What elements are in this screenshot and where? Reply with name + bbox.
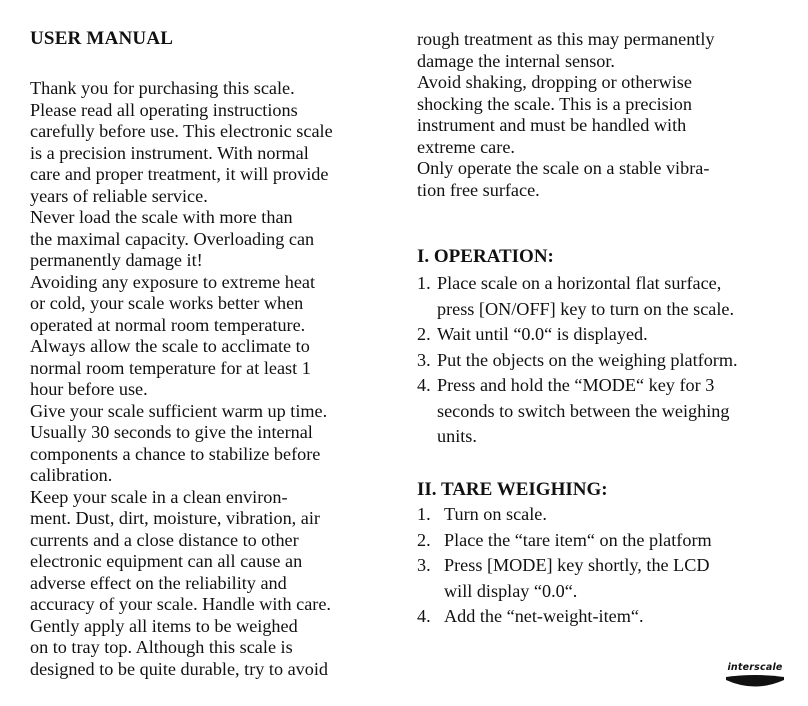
list-item [417, 271, 801, 322]
list-item [417, 604, 801, 630]
temperature-paragraph: Avoiding any exposure to extreme heat or cold, your scale works better when operated at normal room temperature. [30, 271, 316, 335]
list-item [417, 502, 801, 528]
tare-weighing-heading: II. TARE WEIGHING: [417, 479, 608, 500]
logo-swoosh-icon [722, 660, 788, 692]
list-text: Press [MODE] key shortly, the LCD will display “0.0“. [444, 555, 710, 601]
list-text: Place scale on a horizontal flat surface, press [ON/OFF] key to turn on the scale. [437, 273, 735, 319]
right-column-text [417, 29, 797, 201]
page-title: USER MANUAL [30, 28, 174, 49]
stable-surface-paragraph: Only operate the scale on a stable vibra- tion free surface. [417, 158, 710, 200]
warmup-paragraph: Give your scale sufficient warm up time. Usually 30 seconds to give the internal components a chance to stabilize before calibration. [30, 400, 328, 485]
list-number: 4. [417, 606, 431, 626]
list-number: 3. [417, 555, 431, 575]
list-item [417, 348, 801, 374]
left-column-text [30, 78, 402, 680]
list-text: Turn on scale. [444, 504, 547, 524]
list-text: Put the objects on the weighing platform. [437, 349, 738, 370]
interscale-logo [722, 660, 788, 692]
acclimate-paragraph: Always allow the scale to acclimate to normal room temperature for at least 1 hour before use. [30, 336, 311, 399]
list-number: 2. [417, 529, 431, 550]
list-number: 3. [417, 349, 431, 370]
rough-treatment-paragraph: rough treatment as this may permanently damage the internal sensor. [417, 29, 715, 71]
list-item [417, 528, 801, 554]
list-number: 2. [417, 324, 431, 344]
list-number: 1. [417, 504, 431, 524]
list-text: Press and hold the “MODE“ key for 3 seconds to switch between the weighing units. [437, 375, 730, 446]
tare-list [417, 502, 801, 630]
list-text: Wait until “0.0“ is displayed. [437, 324, 648, 344]
capacity-paragraph: Never load the scale with more than the maximal capacity. Overloading can permanently damage it! [30, 207, 315, 270]
list-item [417, 553, 801, 604]
list-number: 4. [417, 375, 431, 395]
list-text: Place the “tare item“ on the platform [444, 529, 712, 550]
intro-paragraph: Thank you for purchasing this scale. Please read all operating instructions carefully before use. This electronic scale is a precision instrument. With normal care and proper treatment, it will provide years of reliable service. [30, 78, 333, 206]
apply-items-paragraph: Gently apply all items to be weighed on to tray top. Although this scale is designed to be quite durable, try to avoid [30, 615, 328, 679]
list-item [417, 322, 801, 348]
list-text: Add the “net-weight-item“. [444, 606, 644, 626]
logo-text: interscale [727, 662, 783, 673]
operation-list [417, 271, 801, 450]
list-item [417, 373, 801, 450]
shaking-paragraph: Avoid shaking, dropping or otherwise shocking the scale. This is a precision instrument and must be handled with extreme care. [417, 72, 692, 157]
clean-environment-paragraph: Keep your scale in a clean environ- ment. Dust, dirt, moisture, vibration, air currents and a close distance to other electronic equipment can all cause an adverse effect on the reliability and accuracy of your scale. Handle with care. [30, 486, 331, 614]
list-number: 1. [417, 273, 431, 293]
operation-heading: I. OPERATION: [417, 246, 554, 267]
